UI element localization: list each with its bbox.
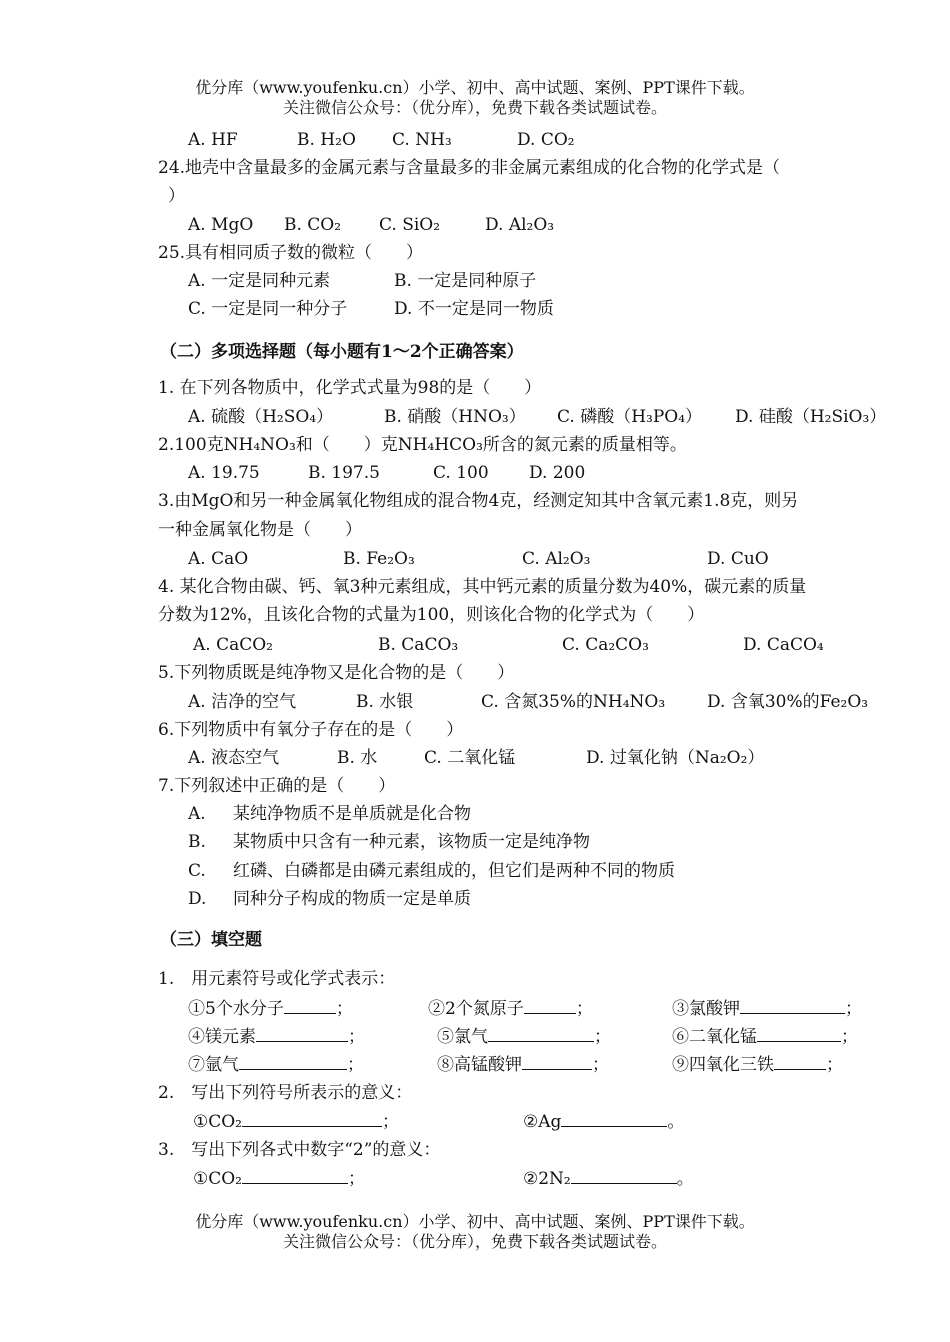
option-text: 某纯净物质不是单质就是化合物 <box>233 804 471 824</box>
option-text: 某物质中只含有一种元素，该物质一定是纯净物 <box>233 832 590 852</box>
fill-item: ③氯酸钾 ； <box>672 999 862 1019</box>
p2-q4-stem: 4. 某化合物由碳、钙、氧3种元素组成，其中钙元素的质量分数为40%，碳元素的质量 <box>158 577 807 597</box>
answer-blank[interactable] <box>522 1053 592 1070</box>
option: C. 一定是同一种分子 <box>188 299 348 319</box>
option: B. Fe₂O₃ <box>343 549 415 569</box>
p3-q2-stem: 2. 写出下列符号所表示的意义： <box>158 1083 413 1103</box>
fill-item: ⑥二氧化锰 ； <box>672 1027 858 1047</box>
q24-stem-close: ） <box>168 186 185 206</box>
option: A. 洁净的空气 <box>188 692 297 712</box>
p2-q3-stem: 3.由MgO和另一种金属氧化物组成的混合物4克，经测定知其中含氧元素1.8克，则另 <box>158 491 799 511</box>
option: A. 一定是同种元素 <box>188 271 331 291</box>
option: B. 水银 <box>356 692 414 712</box>
fill-item: ⑧高锰酸钾 ； <box>437 1055 609 1075</box>
option: A. 硫酸（H₂SO₄） <box>188 407 334 427</box>
option: D. 200 <box>529 463 586 483</box>
answer-blank[interactable] <box>774 1053 826 1070</box>
option: D. 硅酸（H₂SiO₃） <box>735 407 887 427</box>
option: C. SiO₂ <box>379 215 441 235</box>
answer-blank[interactable] <box>524 997 576 1014</box>
option: C. 100 <box>433 463 489 483</box>
option: C. Al₂O₃ <box>522 549 591 569</box>
footer-line-1: 优分库（www.youfenku.cn）小学、初中、高中试题、案例、PPT课件下载。 <box>195 1212 755 1231</box>
option: B. CO₂ <box>284 215 342 235</box>
option-letter: B. <box>188 832 206 852</box>
header-line-2: 关注微信公众号：（优分库），免费下载各类试题试卷。 <box>282 98 667 117</box>
option-letter: D. <box>188 889 207 909</box>
answer-blank[interactable] <box>242 1167 348 1184</box>
fill-item: ①CO₂ ； <box>193 1169 365 1189</box>
answer-blank[interactable] <box>488 1025 594 1042</box>
fill-item: ②2个氮原子 ； <box>428 999 593 1019</box>
option: A. 液态空气 <box>188 748 280 768</box>
answer-blank[interactable] <box>561 1110 667 1127</box>
option: D. CaCO₄ <box>743 635 824 655</box>
option: C. NH₃ <box>392 130 452 150</box>
option-letter: C. <box>188 861 206 881</box>
option: B. 水 <box>337 748 378 768</box>
option: A. 19.75 <box>188 463 260 483</box>
option: A. HF <box>188 130 238 150</box>
option: D. 不一定是同一物质 <box>394 299 554 319</box>
option: B. 197.5 <box>308 463 380 483</box>
option: C. Ca₂CO₃ <box>562 635 649 655</box>
answer-blank[interactable] <box>239 1053 347 1070</box>
p2-q2-stem: 2.100克NH₄NO₃和（ ）克NH₄HCO₃所含的氮元素的质量相等。 <box>158 435 687 455</box>
fill-item: ②2N₂ 。 <box>523 1169 694 1189</box>
p3-q1-stem: 1. 用元素符号或化学式表示： <box>158 969 396 989</box>
header-line-1: 优分库（www.youfenku.cn）小学、初中、高中试题、案例、PPT课件下载。 <box>195 78 755 97</box>
option: C. 含氮35%的NH₄NO₃ <box>481 692 666 712</box>
option: B. 一定是同种原子 <box>394 271 537 291</box>
q24-stem: 24.地壳中含量最多的金属元素与含量最多的非金属元素组成的化合物的化学式是（ <box>158 158 781 178</box>
fill-item: ⑤氯气 ； <box>437 1027 611 1047</box>
footer-line-2: 关注微信公众号：（优分库），免费下载各类试题试卷。 <box>282 1232 667 1251</box>
p2-q6-stem: 6.下列物质中有氧分子存在的是（ ） <box>158 720 464 740</box>
option: D. CO₂ <box>517 130 575 150</box>
option: B. 硝酸（HNO₃） <box>384 407 526 427</box>
option: D. 含氧30%的Fe₂O₃ <box>707 692 869 712</box>
option: A. CaCO₂ <box>193 635 273 655</box>
option: A. CaO <box>188 549 249 569</box>
p2-q1-stem: 1. 在下列各物质中，化学式式量为98的是（ ） <box>158 378 542 398</box>
fill-item: ②Ag 。 <box>523 1112 685 1132</box>
option: A. MgO <box>188 215 254 235</box>
section-3-title: （三）填空题 <box>160 930 262 950</box>
section-2-title: （二）多项选择题（每小题有1～2个正确答案） <box>160 342 524 362</box>
answer-blank[interactable] <box>256 1025 348 1042</box>
q25-stem: 25.具有相同质子数的微粒（ ） <box>158 243 424 263</box>
option: D. Al₂O₃ <box>485 215 555 235</box>
fill-item: ①5个水分子 ； <box>188 999 353 1019</box>
option-text: 红磷、白磷都是由磷元素组成的，但它们是两种不同的物质 <box>233 861 675 881</box>
option: B. CaCO₃ <box>378 635 459 655</box>
option: D. CuO <box>707 549 769 569</box>
fill-item: ①CO₂ ； <box>193 1112 399 1132</box>
answer-blank[interactable] <box>242 1110 382 1127</box>
option: B. H₂O <box>297 130 356 150</box>
answer-blank[interactable] <box>757 1025 841 1042</box>
p3-q3-stem: 3. 写出下列各式中数字“2”的意义： <box>158 1140 441 1160</box>
answer-blank[interactable] <box>571 1167 677 1184</box>
option-letter: A. <box>188 804 206 824</box>
option-text: 同种分子构成的物质一定是单质 <box>233 889 471 909</box>
option: C. 二氧化锰 <box>424 748 516 768</box>
answer-blank[interactable] <box>284 997 336 1014</box>
answer-blank[interactable] <box>740 997 845 1014</box>
fill-item: ④镁元素 ； <box>188 1027 365 1047</box>
p2-q5-stem: 5.下列物质既是纯净物又是化合物的是（ ） <box>158 663 515 683</box>
p2-q3-stem-cont: 一种金属氧化物是（ ） <box>158 520 362 540</box>
p2-q4-stem-cont: 分数为12%，且该化合物的式量为100，则该化合物的化学式为（ ） <box>158 605 705 625</box>
p2-q7-stem: 7.下列叙述中正确的是（ ） <box>158 776 396 796</box>
option: D. 过氧化钠（Na₂O₂） <box>586 748 765 768</box>
fill-item: ⑨四氧化三铁 ； <box>672 1055 843 1075</box>
fill-item: ⑦氩气 ； <box>188 1055 364 1075</box>
option: C. 磷酸（H₃PO₄） <box>557 407 703 427</box>
